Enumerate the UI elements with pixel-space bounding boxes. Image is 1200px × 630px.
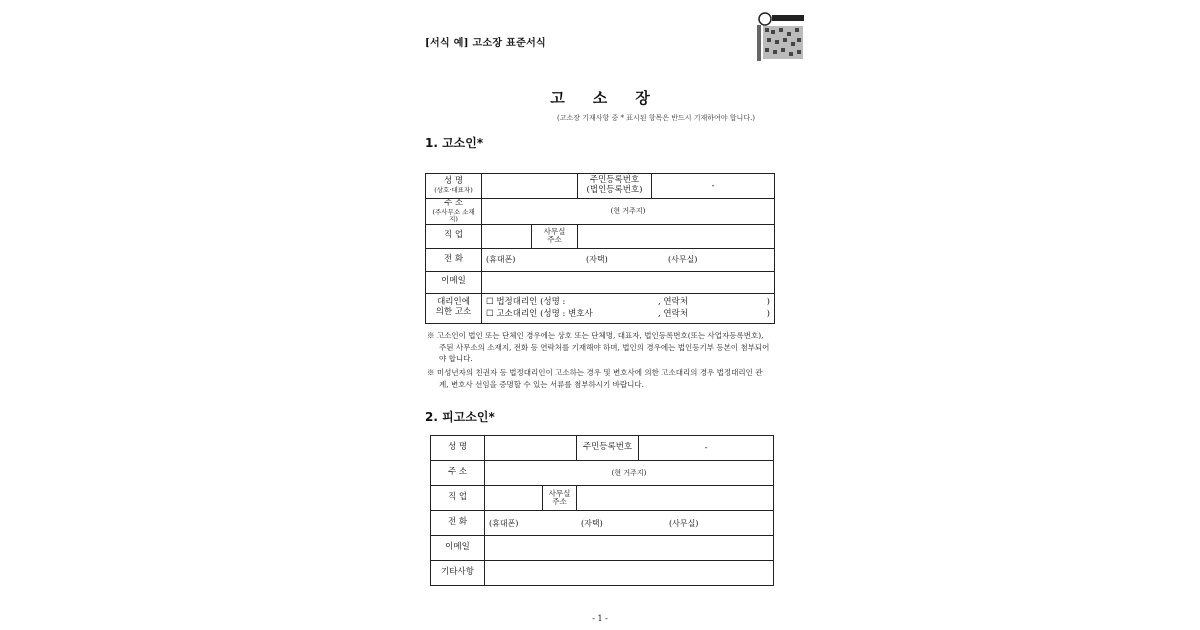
- phone-label: 전 화: [426, 248, 482, 271]
- representative-field[interactable]: ☐ 법정대리인 (성명 : , 연락처 ) ☐ 고소대리인 (성명 : 변호사 , 연락처 ): [482, 293, 775, 323]
- name-field[interactable]: [482, 174, 578, 199]
- job-label: 직 업: [426, 224, 482, 248]
- address-label-2: 주 소: [431, 461, 485, 486]
- form-label: [서식 예] 고소장 표준서식: [425, 38, 547, 49]
- office-field-2[interactable]: [577, 486, 774, 511]
- note-2: ※ 미성년자의 친권자 등 법정대리인이 고소하는 경우 및 변호사에 의한 고소대리의 경우 법정대리인 관계, 변호사 선임을 증명할 수 있는 서류를 첨부하시기 바랍니다.: [427, 367, 763, 389]
- email-field-2[interactable]: [485, 536, 774, 561]
- respondent-table: [430, 435, 774, 586]
- representative-label: 대리인에 의한 고소: [426, 293, 482, 323]
- phone-field-2[interactable]: (휴대폰) (자택) (사무실): [485, 511, 774, 536]
- document-title: 고 소 장: [550, 89, 650, 107]
- job-label-2: 직 업: [431, 486, 485, 511]
- etc-label: 기타사항: [431, 561, 485, 586]
- phone-field[interactable]: (휴대폰) (자택) (사무실): [482, 248, 775, 271]
- rrn-label: 주민등록번호 (법인등록번호): [578, 174, 652, 199]
- etc-field[interactable]: [485, 561, 774, 586]
- office-label-2: 사무실 주소: [543, 486, 577, 511]
- name-field-2[interactable]: [485, 436, 577, 461]
- complainant-table: [425, 173, 775, 324]
- email-label: 이메일: [426, 271, 482, 293]
- phone-label-2: 전 화: [431, 511, 485, 536]
- address-label: 주 소 (주사무소 소재지): [426, 199, 482, 225]
- page-number: - 1 -: [592, 614, 608, 623]
- name-label: 성 명 (상호·대표자): [426, 174, 482, 199]
- rrn-field[interactable]: -: [652, 174, 775, 199]
- email-label-2: 이메일: [431, 536, 485, 561]
- section1-heading: 1. 고소인*: [425, 136, 484, 150]
- email-field[interactable]: [482, 271, 775, 293]
- notes: [427, 330, 772, 392]
- logo-seal-icon: [757, 11, 805, 61]
- rrn-field-2[interactable]: -: [639, 436, 774, 461]
- note-1: ※ 고소인이 법인 또는 단체인 경우에는 상호 또는 단체명, 대표자, 법인등록번호(또는 사업자등록번호), 주된 사무소의 소재지, 전화 등 연락처를 기재해야 하며, 법인의 경우에는 법인등기부 등본이 첨부되어야 합니다.: [427, 331, 770, 364]
- subtitle-note: (고소장 기재사항 중 * 표시된 항목은 반드시 기재하여야 합니다.): [557, 114, 756, 122]
- office-label: 사무실 주소: [532, 224, 578, 248]
- job-field-2[interactable]: [485, 486, 543, 511]
- office-field[interactable]: [578, 224, 775, 248]
- job-field[interactable]: [482, 224, 532, 248]
- section2-heading: 2. 피고소인*: [425, 410, 495, 424]
- rrn-label-2: 주민등록번호: [577, 436, 639, 461]
- address-field-2[interactable]: (현 거주지): [485, 461, 774, 486]
- address-field[interactable]: (현 거주지): [482, 199, 775, 225]
- name-label-2: 성 명: [431, 436, 485, 461]
